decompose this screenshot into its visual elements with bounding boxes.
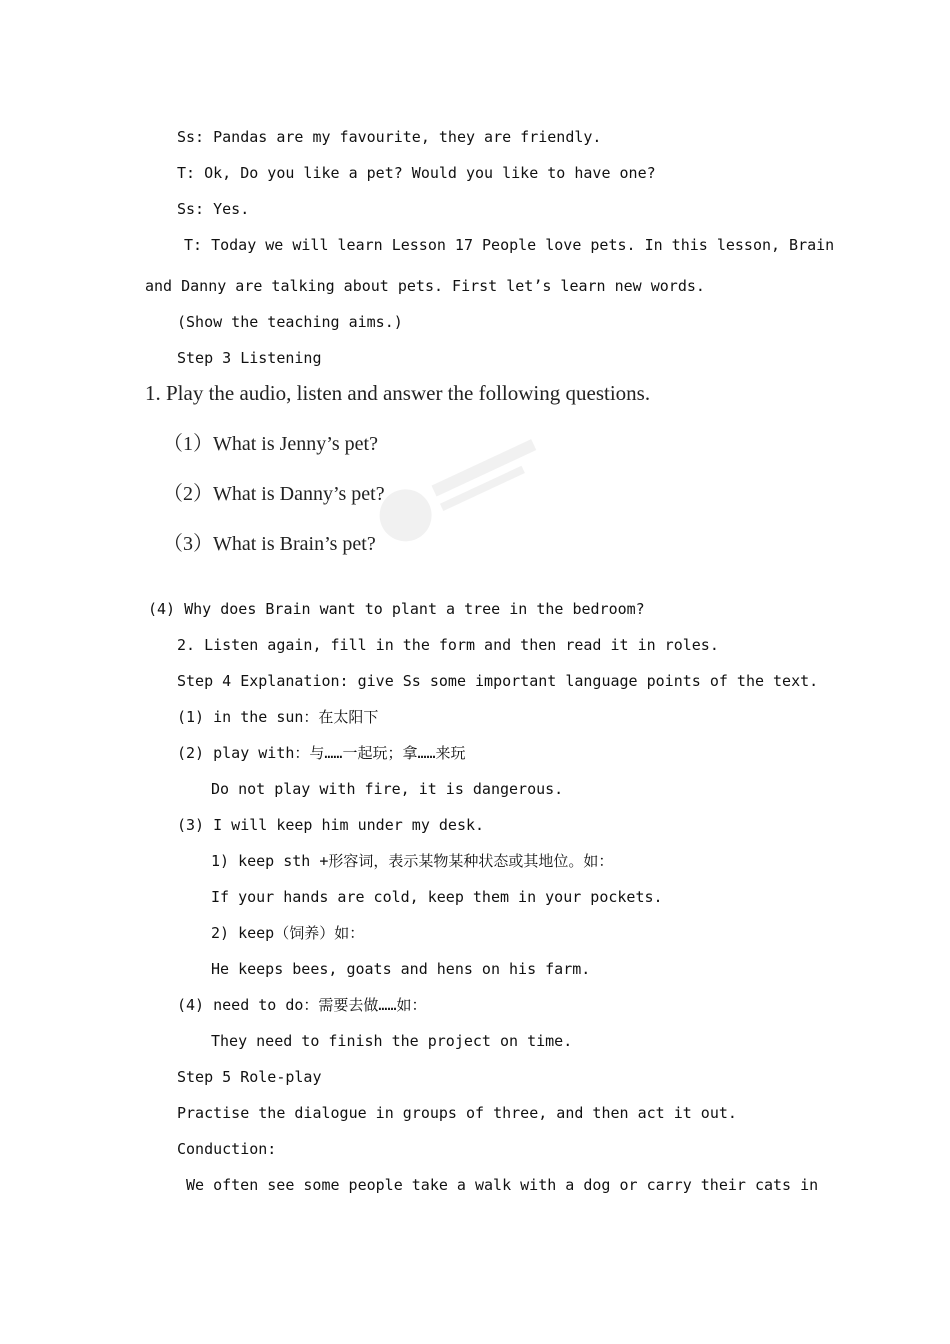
dialogue-line-2: T: Ok, Do you like a pet? Would you like to have one?: [177, 164, 656, 182]
question-2: （2）What is Danny’s pet?: [163, 483, 385, 505]
role-play-instruction: Practise the dialogue in groups of three, and then act it out.: [177, 1104, 737, 1122]
teaching-aims-note: (Show the teaching aims.): [177, 313, 403, 331]
question-4: (4) Why does Brain want to plant a tree in the bedroom?: [148, 600, 645, 618]
step-4-heading: Step 4 Explanation: give Ss some important language points of the text.: [177, 672, 819, 690]
dialogue-line-4: T: Today we will learn Lesson 17 People love pets. In this lesson, Brain: [184, 236, 835, 254]
dialogue-line-5: and Danny are talking about pets. First let’s learn new words.: [145, 277, 705, 295]
point-4-example: They need to finish the project on time.: [211, 1032, 573, 1050]
question-1: （1）What is Jenny’s pet?: [163, 433, 378, 455]
conduction-text: We often see some people take a walk with a dog or carry their cats in: [186, 1176, 819, 1194]
question-3: （3）What is Brain’s pet?: [163, 533, 376, 555]
point-3-sub-2-example: He keeps bees, goats and hens on his farm.: [211, 960, 591, 978]
dialogue-line-3: Ss: Yes.: [177, 200, 250, 218]
point-3-sub-1: 1) keep sth +形容词，表示某物某种状态或其地位。如：: [211, 852, 614, 870]
point-2: (2) play with：与……一起玩；拿……来玩: [177, 744, 466, 762]
point-3-sub-1-example: If your hands are cold, keep them in your pockets.: [211, 888, 663, 906]
step-5-heading: Step 5 Role-play: [177, 1068, 322, 1086]
listening-task-2: 2. Listen again, fill in the form and then read it in roles.: [177, 636, 719, 654]
point-3: (3) I will keep him under my desk.: [177, 816, 485, 834]
step-3-heading: Step 3 Listening: [177, 349, 322, 367]
point-1: (1) in the sun：在太阳下: [177, 708, 379, 726]
point-3-sub-2: 2) keep（饲养）如：: [211, 924, 365, 942]
conduction-heading: Conduction:: [177, 1140, 277, 1158]
point-2-example: Do not play with fire, it is dangerous.: [211, 780, 564, 798]
point-4: (4) need to do：需要去做……如：: [177, 996, 427, 1014]
listening-heading-image-text: 1. Play the audio, listen and answer the following questions.: [145, 381, 651, 405]
dialogue-line-1: Ss: Pandas are my favourite, they are friendly.: [177, 128, 602, 146]
